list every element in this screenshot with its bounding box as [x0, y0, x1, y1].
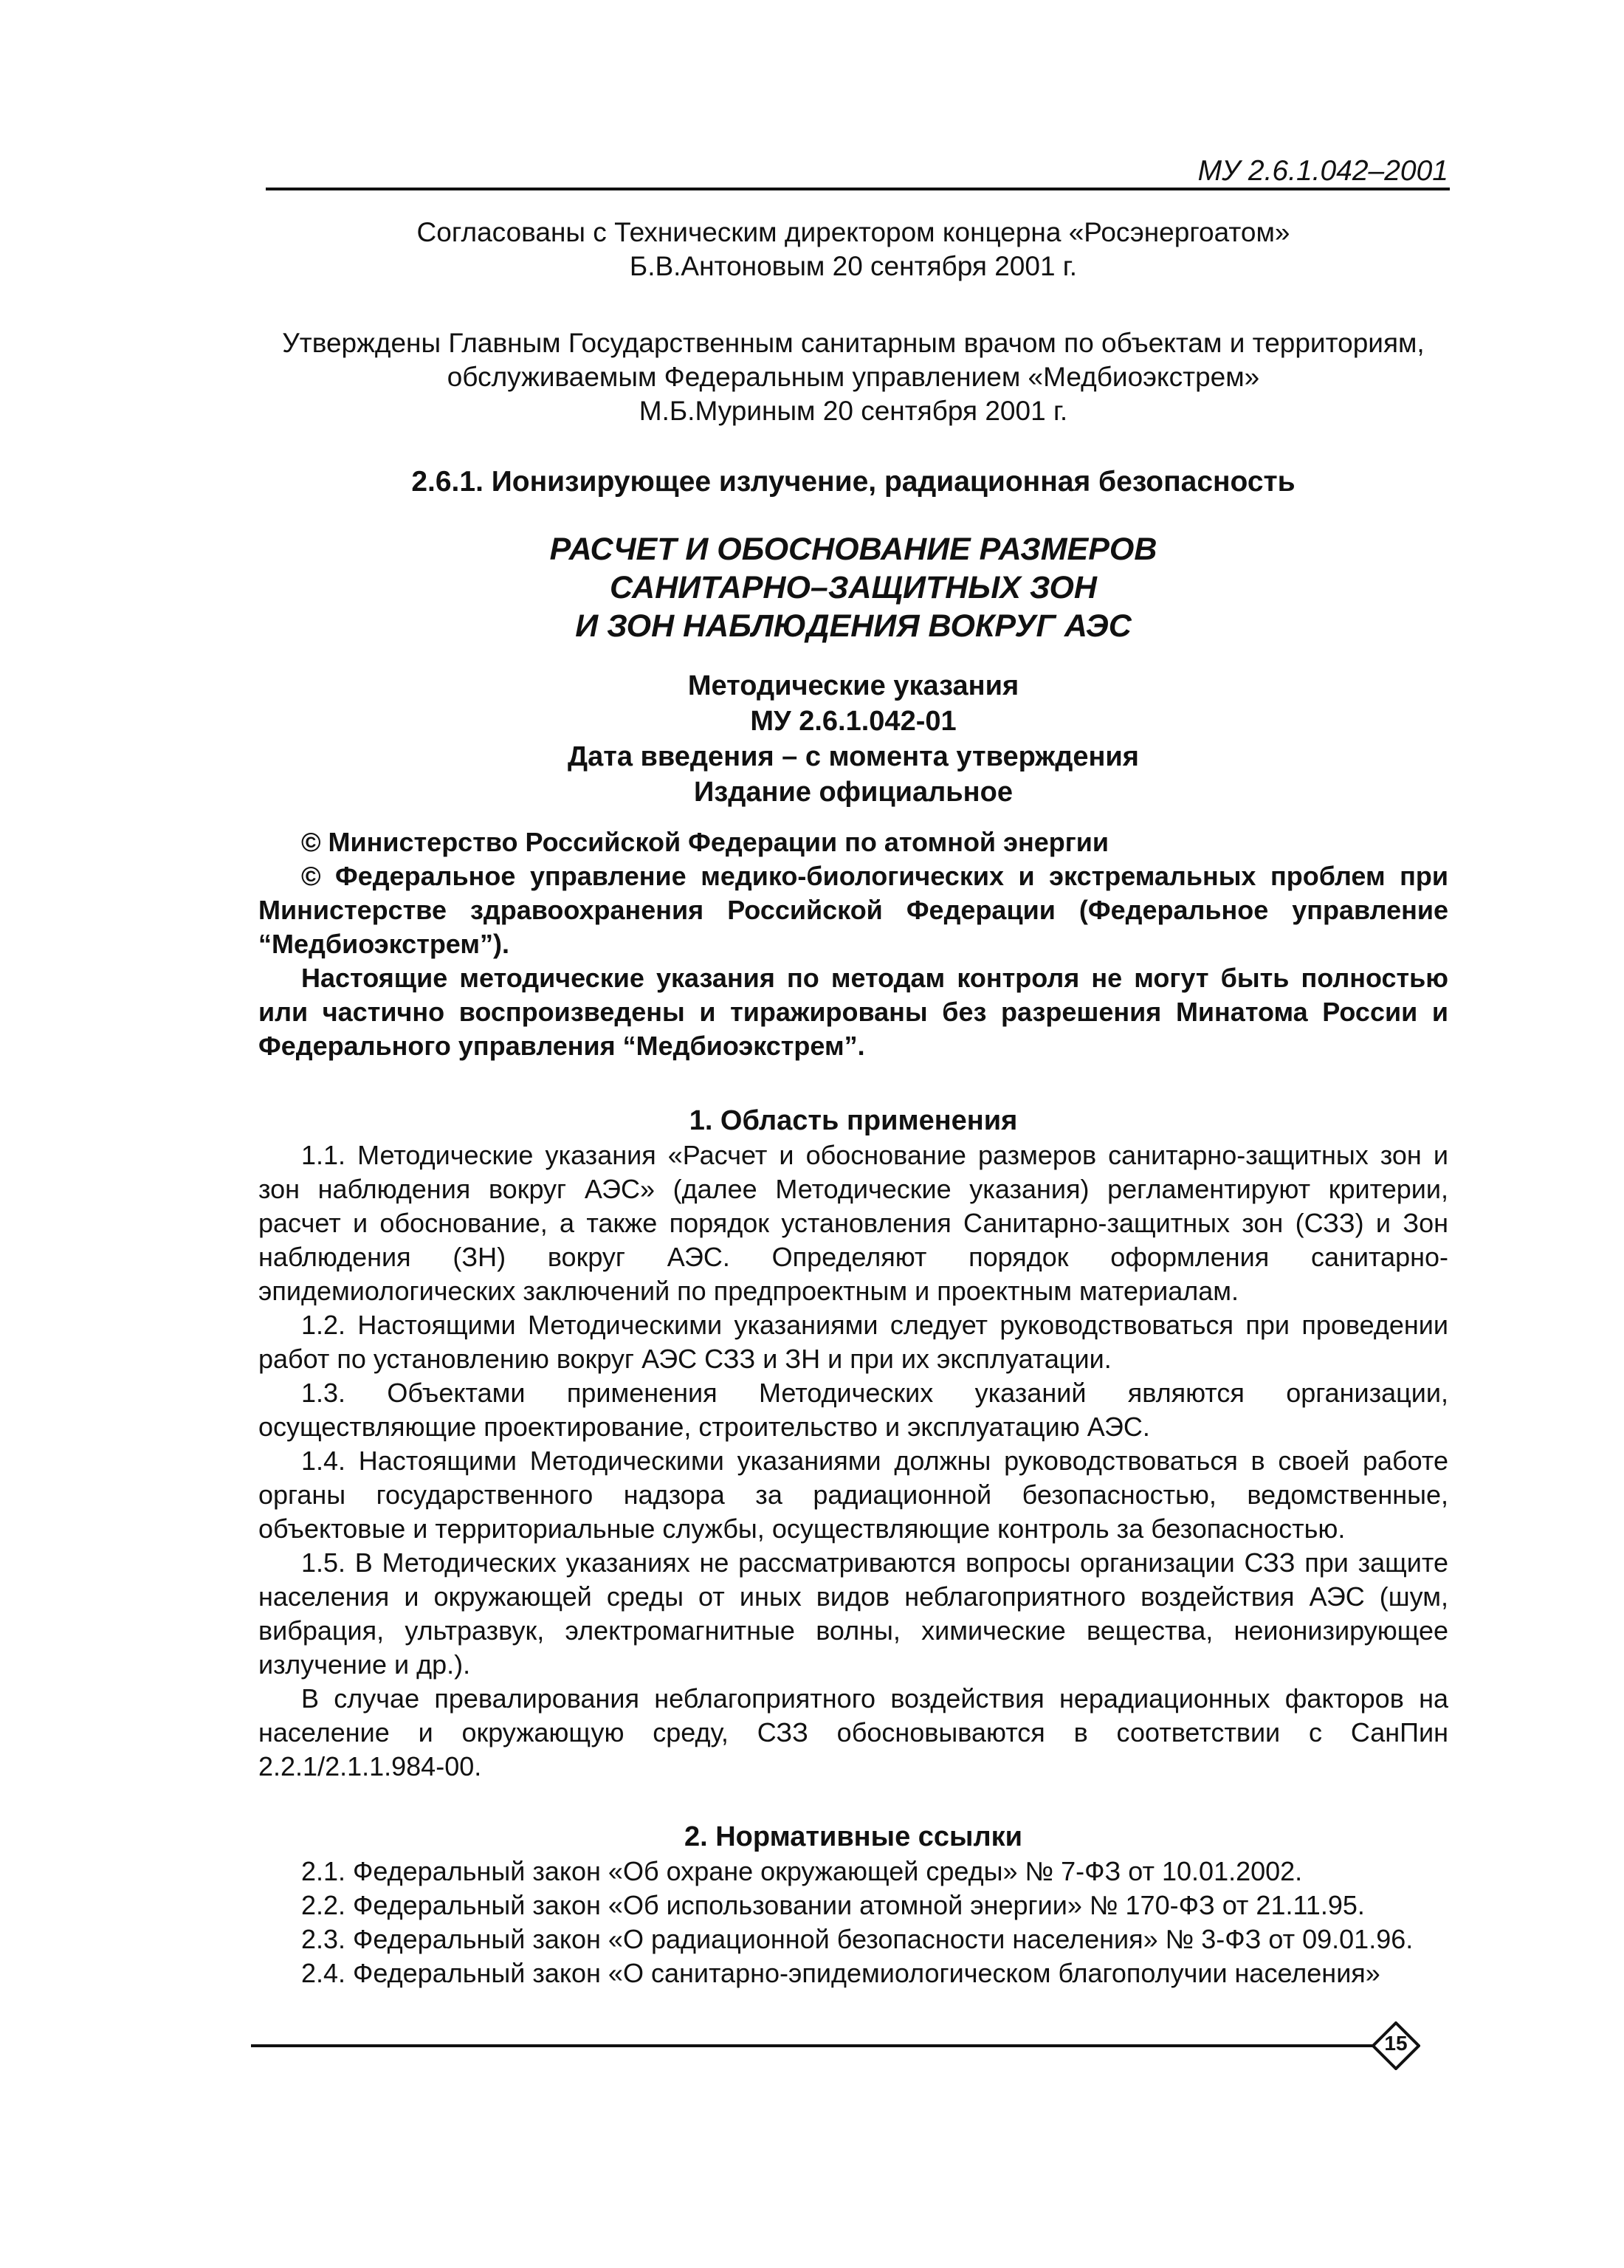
approved-line: обслуживаемым Федеральным управлением «Медбиоэкстрем»	[447, 362, 1260, 392]
reference-item: 2.2. Федеральный закон «Об использовании атомной энергии» № 170-ФЗ от 21.11.95.	[301, 1890, 1365, 1920]
paragraph: 1.3. Объектами применения Методических указаний являются организации, осуществляющие проектирование, строительство и эксплуатацию АЭС.	[258, 1378, 1448, 1442]
method-date: Дата введения – с момента утверждения	[568, 741, 1139, 772]
paragraph: 1.2. Настоящими Методическими указаниями следует руководствоваться при проведении работ по установлению вокруг АЭС СЗЗ и ЗН и при их эксплуатации.	[258, 1310, 1448, 1374]
method-block	[258, 668, 1448, 810]
copyright-line: © Федеральное управление медико-биологических и экстремальных проблем при Министерстве здравоохранения Российской Федерации (Федеральное управление “Медбиоэкстрем”).	[258, 861, 1448, 959]
approved-block	[258, 326, 1448, 428]
reference-item: 2.3. Федеральный закон «О радиационной безопасности населения» № 3-ФЗ от 09.01.96.	[301, 1924, 1414, 1954]
agreed-block	[258, 216, 1448, 284]
paragraph: 1.5. В Методических указаниях не рассматриваются вопросы организации СЗЗ при защите населения и окружающей среды от иных видов неблагоприятного воздействия АЭС (шум, вибрация, ультразвук, электромагнитные волны, химические вещества, неионизирующее излучение и др.).	[258, 1547, 1448, 1680]
section-2	[258, 1819, 1448, 1990]
reference-item: 2.4. Федеральный закон «О санитарно-эпидемиологическом благополучии населения»	[301, 1958, 1380, 1988]
approved-signatory: М.Б.Муриным 20 сентября 2001 г.	[639, 396, 1068, 426]
page-number: 15	[1384, 2032, 1408, 2055]
title-line: И ЗОН НАБЛЮДЕНИЯ ВОКРУГ АЭС	[575, 608, 1132, 644]
section-heading: 1. Область применения	[689, 1105, 1018, 1136]
section-1	[258, 1103, 1448, 1784]
section-heading: 2. Нормативные ссылки	[684, 1821, 1023, 1852]
copyright-notice: Настоящие методические указания по методам контроля не могут быть полностью или частично воспроизведены и тиражированы без разрешения Минатома России и Федерального управления “Медбиоэкстрем”.	[258, 963, 1448, 1061]
reference-item: 2.1. Федеральный закон «Об охране окружающей среды» № 7-ФЗ от 10.01.2002.	[301, 1856, 1303, 1886]
copyright-line: © Министерство Российской Федерации по атомной энергии	[301, 827, 1109, 857]
method-code: МУ 2.6.1.042-01	[750, 706, 957, 737]
method-edition: Издание официальное	[694, 777, 1013, 808]
agreed-signatory: Б.В.Антоновым 20 сентября 2001 г.	[629, 251, 1078, 281]
footer-rule	[251, 2044, 1373, 2047]
agreed-line: Согласованы с Техническим директором концерна «Росэнергоатом»	[416, 217, 1290, 247]
section-code: 2.6.1. Ионизирующее излучение, радиационная безопасность	[411, 466, 1296, 498]
paragraph: 1.1. Методические указания «Расчет и обоснование размеров санитарно-защитных зон и зон наблюдения вокруг АЭС» (далее Методические указания) регламентируют критерии, расчет и обоснование, а также порядок установления Санитарно-защитных зон (СЗЗ) и Зон наблюдения (ЗН) вокруг АЭС. Определяют порядок оформления санитарно-эпидемиологических заключений по предпроектным и проектным материалам.	[258, 1140, 1448, 1306]
approved-line: Утверждены Главным Государственным санитарным врачом по объектам и территориям,	[282, 328, 1425, 358]
header-rule	[266, 188, 1450, 190]
paragraph: 1.4. Настоящими Методическими указаниями должны руководствоваться в своей работе органы государственного надзора за радиационной безопасностью, ведомственные, объектовые и территориальные службы, осуществляющие контроль за безопасностью.	[258, 1446, 1448, 1544]
title-line: РАСЧЕТ И ОБОСНОВАНИЕ РАЗМЕРОВ	[549, 532, 1157, 567]
paragraph: В случае превалирования неблагоприятного воздействия нерадиационных факторов на население и окружающую среду, СЗЗ обосновываются в соответствии с СанПин 2.2.1/2.1.1.984-00.	[258, 1683, 1448, 1781]
document-title	[258, 530, 1448, 645]
copyright-block	[258, 825, 1448, 1063]
title-line: САНИТАРНО–ЗАЩИТНЫХ ЗОН	[610, 570, 1097, 605]
document-code-header: МУ 2.6.1.042–2001	[1197, 155, 1448, 187]
method-kind: Методические указания	[687, 670, 1019, 701]
